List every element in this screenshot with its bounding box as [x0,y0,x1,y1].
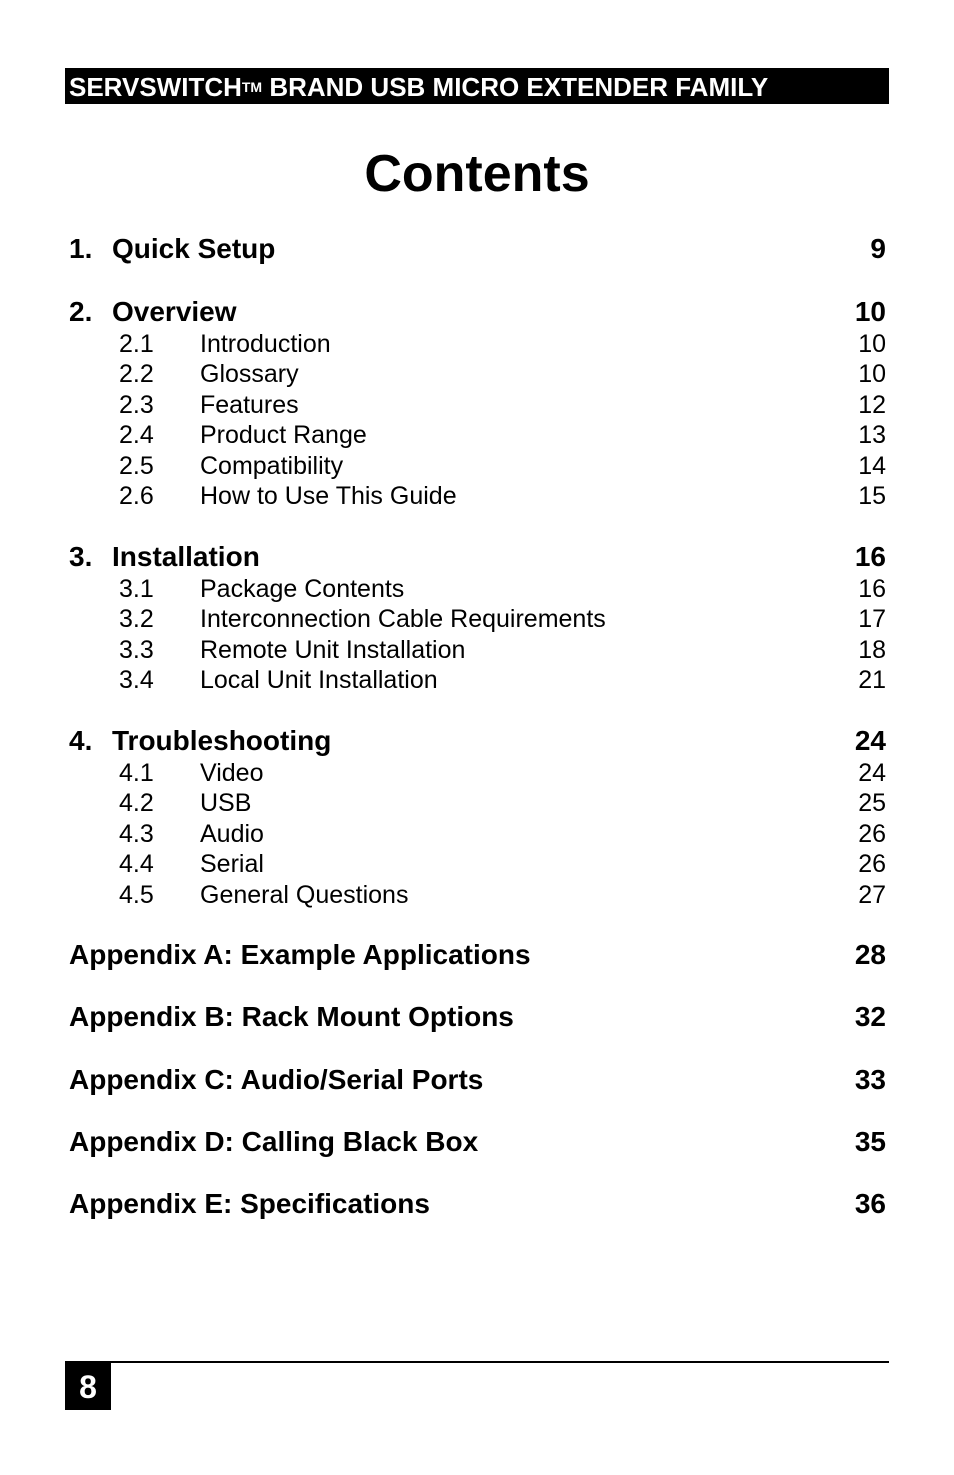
section-number: 4. [69,725,93,756]
header-trademark: TM [241,79,263,95]
item-page: 17 [858,605,886,633]
toc-item-usb[interactable] [69,788,886,818]
toc-section-troubleshooting[interactable] [69,724,886,758]
item-number: 2.1 [119,330,154,358]
toc-item-how-to-use[interactable] [69,481,886,511]
item-label: Package Contents [200,575,405,603]
item-page: 27 [858,881,886,909]
section-label: Quick Setup [112,233,276,264]
toc-item-glossary[interactable] [69,359,886,389]
appendix-page: 33 [854,1064,886,1095]
toc-item-serial[interactable] [69,849,886,879]
section-page: 10 [854,296,886,327]
item-label: Glossary [200,360,299,388]
item-number: 4.1 [119,759,154,787]
toc-appendix-c[interactable] [69,1063,886,1097]
item-page: 10 [858,360,886,388]
item-number: 3.4 [119,666,154,694]
item-page: 24 [858,759,886,787]
item-label: USB [200,789,252,817]
item-page: 16 [858,575,886,603]
section-number: 1. [69,233,93,264]
toc-item-local-unit-installation[interactable] [69,665,886,695]
appendix-label: Appendix B: Rack Mount Options [69,1001,514,1032]
toc-item-audio[interactable] [69,819,886,849]
toc-item-features[interactable] [69,390,886,420]
toc-item-remote-unit-installation[interactable] [69,635,886,665]
page-title: Contents [364,145,590,203]
toc-item-introduction[interactable] [69,329,886,359]
item-label: Compatibility [200,452,344,480]
item-label: How to Use This Guide [200,482,457,510]
item-number: 4.3 [119,820,154,848]
toc-item-general-questions[interactable] [69,880,886,910]
toc-section-quick-setup[interactable] [69,232,886,266]
appendix-page: 28 [854,939,886,970]
section-number: 3. [69,541,93,572]
appendix-label: Appendix A: Example Applications [69,939,531,970]
item-number: 3.2 [119,605,154,633]
toc-section-overview[interactable] [69,295,886,329]
item-label: Product Range [200,421,367,449]
section-number: 2. [69,296,93,327]
section-label: Troubleshooting [112,725,332,756]
item-page: 15 [858,482,886,510]
toc-section-installation[interactable] [69,540,886,574]
item-number: 4.2 [119,789,154,817]
item-number: 4.5 [119,881,154,909]
appendix-label: Appendix D: Calling Black Box [69,1126,479,1157]
item-page: 12 [858,391,886,419]
appendix-page: 36 [854,1188,886,1219]
item-page: 10 [858,330,886,358]
toc-appendix-e[interactable] [69,1187,886,1221]
item-label: Remote Unit Installation [200,636,466,664]
page-number: 8 [65,1362,111,1410]
item-label: Introduction [200,330,331,358]
item-page: 14 [858,452,886,480]
appendix-label: Appendix E: Specifications [69,1188,430,1219]
appendix-page: 32 [854,1001,886,1032]
item-label: General Questions [200,881,409,909]
item-number: 2.6 [119,482,154,510]
item-number: 2.4 [119,421,154,449]
section-label: Installation [112,541,260,572]
header-title-rest: BRAND USB MICRO EXTENDER FAMILY [262,72,769,102]
section-label: Overview [112,296,237,327]
item-label: Serial [200,850,264,878]
item-page: 18 [858,636,886,664]
item-page: 25 [858,789,886,817]
appendix-page: 35 [854,1126,886,1157]
toc-appendix-a[interactable] [69,938,886,972]
item-page: 13 [858,421,886,449]
toc-item-video[interactable] [69,758,886,788]
item-number: 2.2 [119,360,154,388]
appendix-label: Appendix C: Audio/Serial Ports [69,1064,484,1095]
item-number: 2.3 [119,391,154,419]
header-brand: SERVSWITCH [69,72,242,102]
item-page: 26 [858,850,886,878]
section-page: 24 [854,725,886,756]
item-label: Interconnection Cable Requirements [200,605,606,633]
toc-item-cable-requirements[interactable] [69,604,886,634]
item-label: Features [200,391,299,419]
section-page: 9 [870,233,886,264]
item-page: 26 [858,820,886,848]
running-header [65,68,889,104]
item-page: 21 [858,666,886,694]
toc-appendix-d[interactable] [69,1125,886,1159]
item-label: Video [200,759,264,787]
item-label: Audio [200,820,264,848]
item-number: 3.3 [119,636,154,664]
item-number: 3.1 [119,575,154,603]
item-label: Local Unit Installation [200,666,438,694]
toc-item-package-contents[interactable] [69,574,886,604]
toc-appendix-b[interactable] [69,1000,886,1034]
item-number: 4.4 [119,850,154,878]
footer-divider [65,1361,889,1363]
item-number: 2.5 [119,452,154,480]
toc-item-compatibility[interactable] [69,451,886,481]
section-page: 16 [854,541,886,572]
toc-item-product-range[interactable] [69,420,886,450]
